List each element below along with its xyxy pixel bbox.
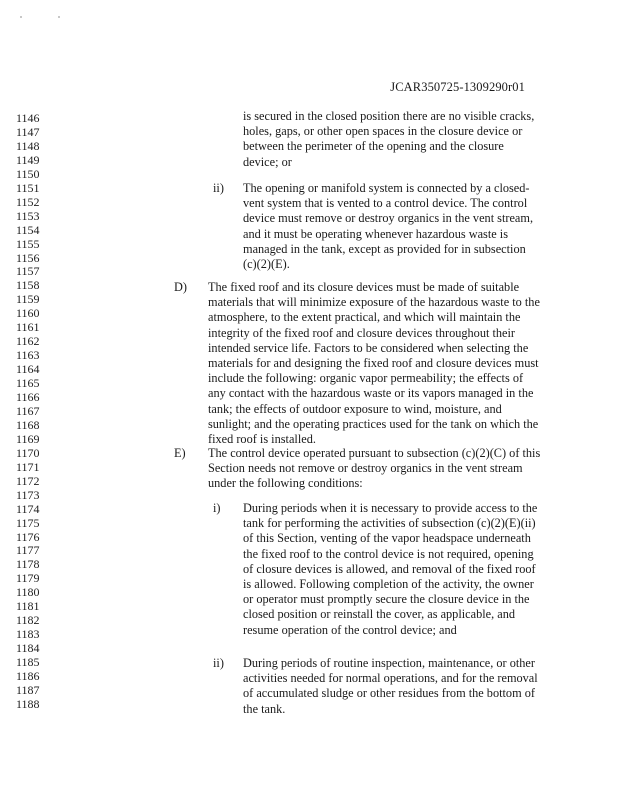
line-number: 1179 (16, 571, 40, 586)
line-number: 1163 (16, 348, 40, 363)
item-E-label: E) (174, 446, 186, 460)
line-number: 1148 (16, 138, 40, 153)
line-number: 1185 (16, 655, 40, 670)
item-E-ii-label: ii) (213, 656, 224, 670)
line-number: 1184 (16, 641, 40, 656)
line-number: 1168 (16, 417, 40, 432)
line-number: 1165 (16, 376, 40, 391)
line-number: 1172 (16, 473, 40, 488)
line-number: 1149 (16, 152, 40, 167)
line-number: 1160 (16, 306, 40, 321)
line-number: 1151 (16, 180, 40, 195)
line-number: 1180 (16, 585, 40, 600)
item-ii-text: The opening or manifold system is connected by a closed-vent system that is vented to a control device. The control device must remove or destroy organics in the vent stream, and it must be operating whenever hazardous waste is managed in the tank, except as provided for in subsection (c)(2)(E). (243, 181, 534, 272)
continued-paragraph: is secured in the closed position there are no visible cracks, holes, gaps, or other open spaces in the closure device or between the perimeter of the opening and the closure device; or (243, 109, 535, 169)
line-number: 1174 (16, 501, 40, 516)
line-number: 1152 (16, 194, 40, 209)
line-number: 1178 (16, 557, 40, 572)
line-number: 1182 (16, 613, 40, 628)
line-number: 1186 (16, 669, 40, 683)
line-number: 1162 (16, 334, 40, 349)
line-number: 1177 (16, 543, 40, 558)
line-number: 1146 (16, 111, 40, 125)
line-number: 1155 (16, 236, 40, 251)
line-number: 1158 (16, 278, 40, 293)
line-number: 1183 (16, 627, 40, 642)
item-E-i-text: During periods when it is necessary to provide access to the tank for performing the activities of subsection (c)(2)(E)(ii) of this Section, venting of the vapor headspace underneath the fixed roof to the control device is not required, opening of closure devices is allowed, and removal of the fixed roof is allowed. Following completion of the activity, the owner or operator must promptly secure the closure device in the closed position or reinstall the cover, as applicable, and resume operation of the control device; and (243, 501, 538, 637)
line-number: 1187 (16, 682, 40, 697)
line-number: 1157 (16, 264, 40, 279)
item-D-text: The fixed roof and its closure devices must be made of suitable materials that will minimize exposure of the hazardous waste to the atmosphere, to the extent practical, and which will maintain the integrity of the fixed roof and closure devices throughout their intended service life. Factors to be considered when selecting the materials for and designing the fixed roof and closure devices must include the following: organic vapor permeability; the effects of any contact with the hazardous waste or its vapors managed in the tank; the effects of outdoor exposure to wind, moisture, and sunlight; and the operating practices used for the tank on which the fixed roof is installed. (208, 280, 540, 447)
line-number: 1171 (16, 459, 40, 474)
document-id-header: JCAR350725-1309290r01 (390, 80, 525, 94)
scan-speck (20, 16, 22, 18)
line-number: 1181 (16, 599, 40, 614)
line-number: 1166 (16, 390, 40, 404)
item-E-i-label: i) (213, 501, 221, 515)
line-number: 1167 (16, 403, 40, 418)
line-number: 1170 (16, 445, 40, 460)
line-number: 1176 (16, 529, 40, 544)
line-number: 1150 (16, 166, 40, 181)
line-number: 1161 (16, 320, 40, 335)
line-number: 1169 (16, 431, 40, 446)
line-number: 1173 (16, 487, 40, 502)
line-number: 1175 (16, 515, 40, 530)
item-E-text: The control device operated pursuant to subsection (c)(2)(C) of this Section needs not remove or destroy organics in the vent stream under the following conditions: (208, 446, 541, 491)
item-ii-label: ii) (213, 181, 224, 195)
line-number: 1164 (16, 362, 40, 377)
line-number: 1153 (16, 208, 40, 223)
line-number: 1159 (16, 292, 40, 307)
item-D-label: D) (174, 280, 187, 294)
item-E-ii-text: During periods of routine inspection, maintenance, or other activities needed for normal operations, and for the removal of accumulated sludge or other residues from the bottom of the tank. (243, 656, 538, 716)
line-number: 1188 (16, 696, 40, 711)
line-number: 1154 (16, 222, 40, 237)
scan-speck (58, 16, 60, 18)
line-number: 1147 (16, 124, 40, 139)
line-number: 1156 (16, 250, 40, 265)
